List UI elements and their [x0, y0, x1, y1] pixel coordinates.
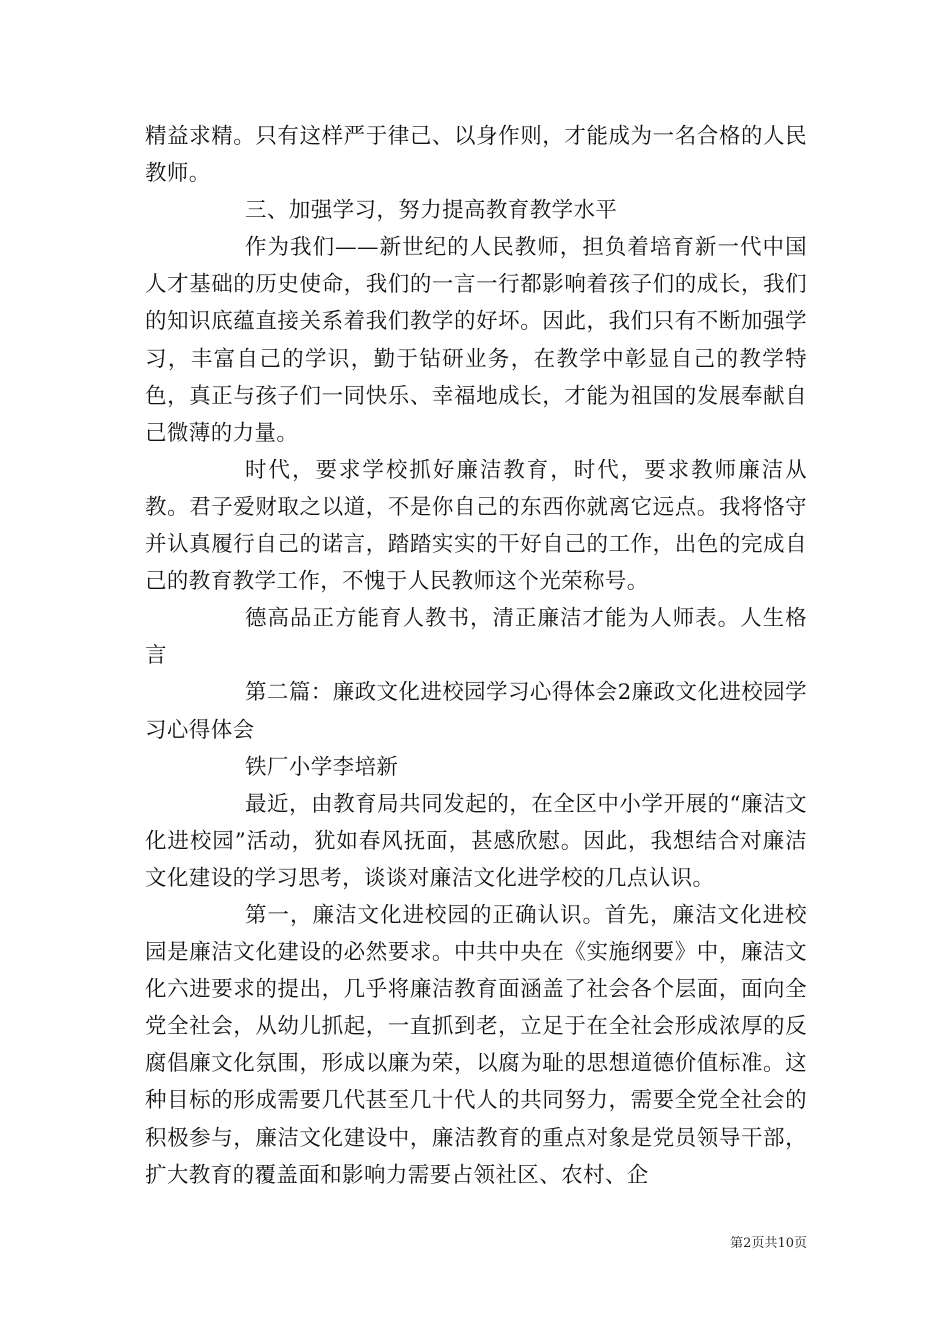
paragraph: 第一，廉洁文化进校园的正确认识。首先，廉洁文化进校园是廉洁文化建设的必然要求。中共中央在《实施纲要》中，廉洁文化六进要求的提出，几乎将廉洁教育面涵盖了社会各个层面，面向全党全社会，从幼儿抓起，一直抓到老，立足于在全社会形成浓厚的反腐倡廉文化氛围，形成以廉为荣，以腐为耻的思想道德价值标准。这种目标的形成需要几代甚至几十代人的共同努力，需要全党全社会的积极参与，廉洁文化建设中，廉洁教育的重点对象是党员领导干部，扩大教育的覆盖面和影响力需要占领社区、农村、企 [145, 902, 807, 1188]
paragraph: 时代，要求学校抓好廉洁教育，时代，要求教师廉洁从教。君子爱财取之以道，不是你自己的东西你就离它远点。我将恪守并认真履行自己的诺言，踏踏实实的干好自己的工作，出色的完成自己的教育教学工作，不愧于人民教师这个光荣称号。 [145, 457, 807, 595]
paragraph: 最近，由教育局共同发起的，在全区中小学开展的“廉洁文化进校园”活动，犹如春风抚面，甚感欣慰。因此，我想结合对廉洁文化建设的学习思考，谈谈对廉洁文化进学校的几点认识。 [145, 791, 807, 891]
paragraph: 作为我们——新世纪的人民教师，担负着培育新一代中国人才基础的历史使命，我们的一言一行都影响着孩子们的成长，我们的知识底蕴直接关系着我们教学的好坏。因此，我们只有不断加强学习，丰富自己的学识，勤于钻研业务，在教学中彰显自己的教学特色，真正与孩子们一同快乐、幸福地成长，才能为祖国的发展奉献自己微薄的力量。 [145, 235, 807, 446]
page-number-footer: 第2页共10页 [730, 1236, 807, 1251]
chapter-title: 第二篇：廉政文化进校园学习心得体会2廉政文化进校园学习心得体会 [145, 680, 807, 743]
document-body [145, 118, 807, 1194]
author-line: 铁厂小学李培新 [245, 754, 399, 780]
section-heading: 三、加强学习，努力提高教育教学水平 [245, 198, 618, 224]
paragraph-motto: 德高品正方能育人教书，清正廉洁才能为人师表。人生格言 [145, 606, 807, 669]
paragraph-continuation: 精益求精。只有这样严于律己、以身作则，才能成为一名合格的人民教师。 [145, 124, 807, 187]
